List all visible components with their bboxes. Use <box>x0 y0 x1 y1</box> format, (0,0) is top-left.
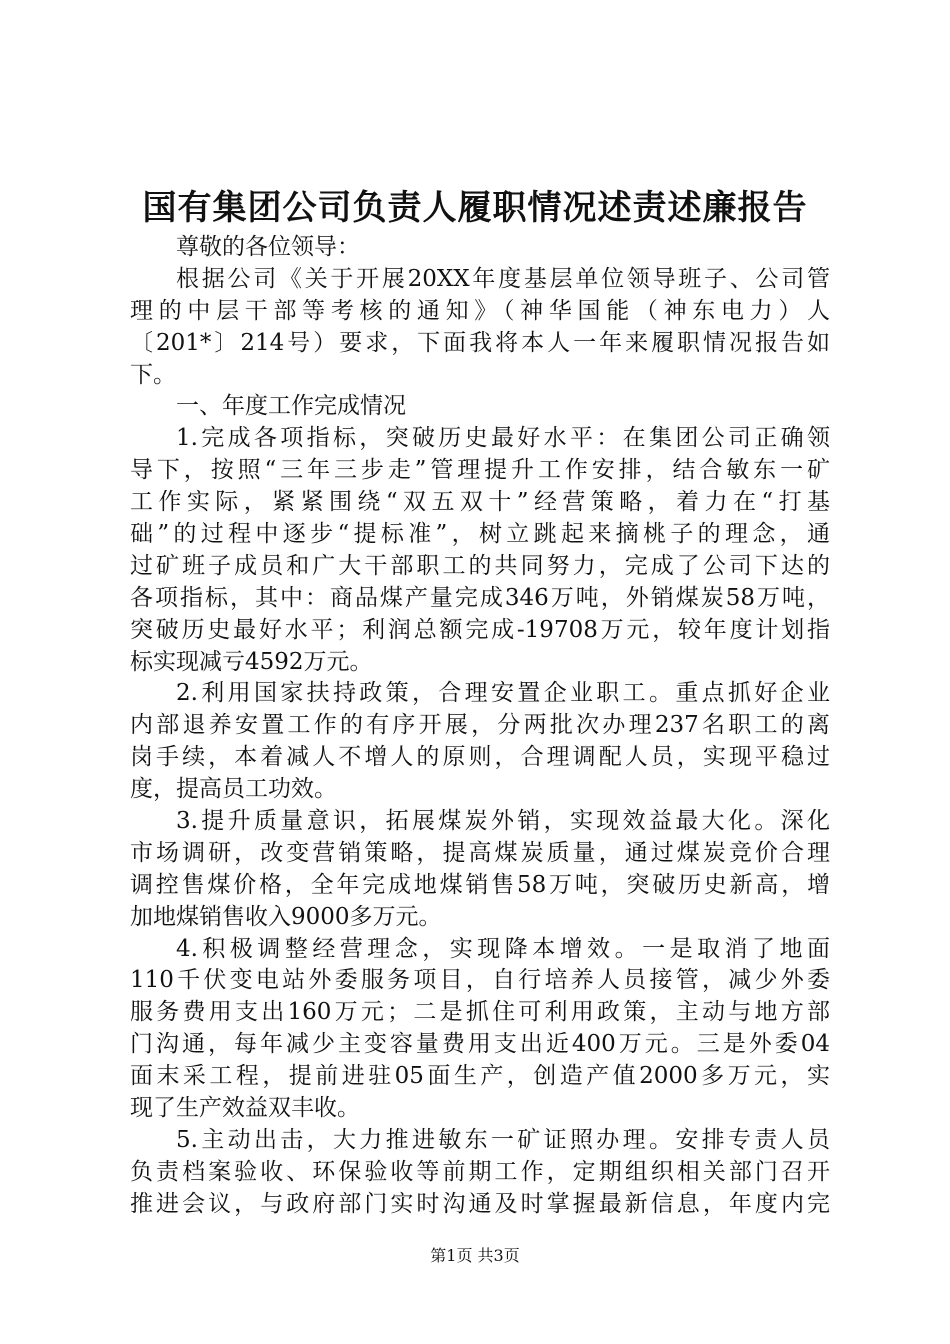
paragraph-line: 内部退养安置工作的有序开展，分两批次办理237名职工的离 <box>130 712 830 739</box>
paragraph-line: 〔201*〕214号）要求，下面我将本人一年来履职情况报告如 <box>130 329 830 356</box>
paragraph-line: 现了生产效益双丰收。 <box>130 1095 360 1122</box>
paragraph-line: 调控售煤价格，全年完成地煤销售58万吨，突破历史新高，增 <box>130 871 830 898</box>
paragraph-line: 门沟通，每年减少主变容量费用支出近400万元。三是外委04 <box>130 1031 830 1058</box>
page-footer: 第1页 共3页 <box>430 1246 520 1265</box>
page-title: 国有集团公司负责人履职情况述责述廉报告 <box>142 188 808 228</box>
salutation: 尊敬的各位领导： <box>176 234 360 260</box>
paragraph-line: 面末采工程，提前进驻05面生产，创造产值2000多万元，实 <box>130 1063 830 1090</box>
paragraph-line: 市场调研，改变营销策略，提高煤炭质量，通过煤炭竞价合理 <box>130 839 830 866</box>
paragraph-line: 服务费用支出160万元；二是抓住可利用政策，主动与地方部 <box>130 999 830 1026</box>
paragraph-line: 110千伏变电站外委服务项目，自行培养人员接管，减少外委 <box>130 967 830 994</box>
section-heading: 一、年度工作完成情况 <box>176 393 406 420</box>
paragraph-line: 根据公司《关于开展20XX年度基层单位领导班子、公司管 <box>176 265 830 292</box>
paragraph-line: 2.利用国家扶持政策，合理安置企业职工。重点抓好企业 <box>176 680 830 707</box>
paragraph-line: 负责档案验收、环保验收等前期工作，定期组织相关部门召开 <box>130 1158 830 1185</box>
paragraph-line: 工作实际，紧紧围绕“双五双十”经营策略，着力在“打基 <box>130 489 830 516</box>
paragraph-line: 加地煤销售收入9000多万元。 <box>130 903 442 930</box>
document-body <box>130 232 830 1221</box>
paragraph-line: 岗手续，本着减人不增人的原则，合理调配人员，实现平稳过 <box>130 744 830 771</box>
paragraph-line: 理的中层干部等考核的通知》（神华国能（神东电力）人 <box>130 297 830 324</box>
paragraph-line: 4.积极调整经营理念，实现降本增效。一是取消了地面 <box>176 935 830 962</box>
paragraph-line: 标实现减亏4592万元。 <box>130 648 373 675</box>
paragraph-line: 5.主动出击，大力推进敏东一矿证照办理。安排专责人员 <box>176 1126 830 1153</box>
paragraph-line: 导下，按照“三年三步走”管理提升工作安排，结合敏东一矿 <box>130 457 830 484</box>
paragraph-line: 各项指标，其中：商品煤产量完成346万吨，外销煤炭58万吨， <box>130 584 830 611</box>
paragraph-line: 下。 <box>130 361 176 388</box>
paragraph-line: 过矿班子成员和广大干部职工的共同努力，完成了公司下达的 <box>130 552 830 579</box>
paragraph-line: 推进会议，与政府部门实时沟通及时掌握最新信息，年度内完 <box>130 1190 830 1217</box>
paragraph-line: 3.提升质量意识，拓展煤炭外销，实现效益最大化。深化 <box>176 808 830 835</box>
paragraph-line: 1.完成各项指标，突破历史最好水平：在集团公司正确领 <box>176 425 830 452</box>
paragraph-line: 突破历史最好水平；利润总额完成-19708万元，较年度计划指 <box>130 616 830 643</box>
paragraph-line: 础”的过程中逐步“提标准”，树立跳起来摘桃子的理念，通 <box>130 521 830 548</box>
paragraph-line: 度，提高员工功效。 <box>130 776 337 803</box>
